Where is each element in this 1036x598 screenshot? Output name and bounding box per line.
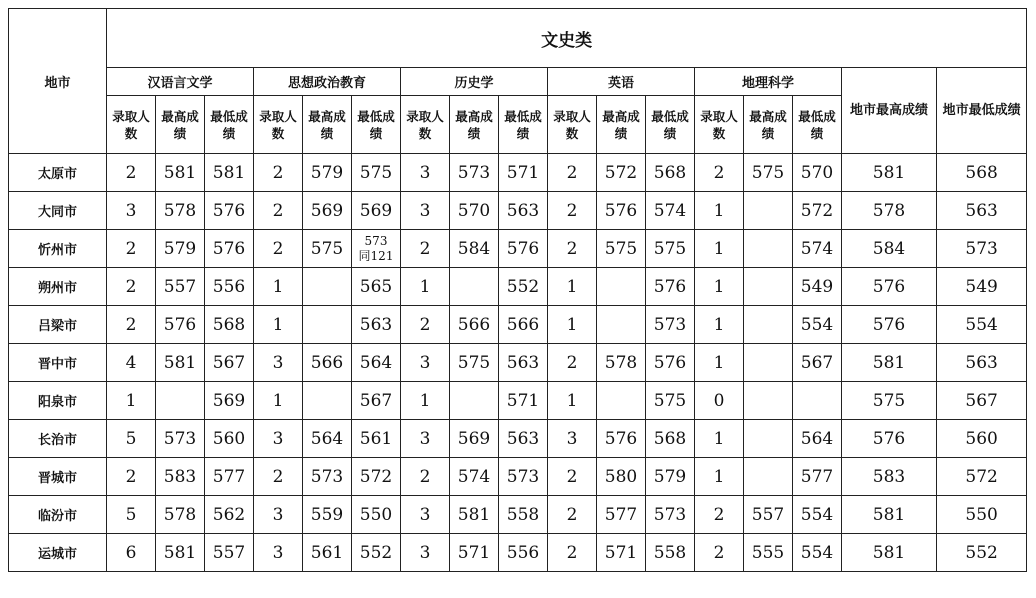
table-cell: [597, 306, 646, 344]
table-cell: 1: [695, 306, 744, 344]
table-cell: 3: [401, 534, 450, 572]
table-cell: 578: [156, 496, 205, 534]
table-cell: 571: [597, 534, 646, 572]
table-cell: 550: [937, 496, 1027, 534]
table-cell: [744, 268, 793, 306]
table-cell: [303, 382, 352, 420]
table-cell: [744, 306, 793, 344]
table-cell: 3: [107, 192, 156, 230]
table-cell: 581: [842, 534, 937, 572]
table-cell: 576: [646, 268, 695, 306]
table-cell: 568: [646, 420, 695, 458]
table-cell: 577: [205, 458, 254, 496]
admission-score-table: [8, 8, 1027, 572]
table-cell: 559: [303, 496, 352, 534]
table-cell: 1: [548, 382, 597, 420]
table-cell: 584: [450, 230, 499, 268]
sub-header-high: 最高成绩: [597, 96, 646, 154]
table-cell: 554: [793, 534, 842, 572]
table-cell: 577: [793, 458, 842, 496]
table-cell: 583: [156, 458, 205, 496]
table-cell: 561: [352, 420, 401, 458]
table-cell: [744, 420, 793, 458]
table-cell: 552: [352, 534, 401, 572]
table-cell: [597, 268, 646, 306]
table-cell: 563: [499, 344, 548, 382]
table-cell: 576: [842, 420, 937, 458]
table-cell: 3: [401, 192, 450, 230]
table-cell: 571: [450, 534, 499, 572]
table-cell: 3: [401, 496, 450, 534]
table-cell: 2: [548, 458, 597, 496]
table-cell: 557: [205, 534, 254, 572]
table-cell: 3: [254, 344, 303, 382]
category-header: 文史类: [107, 9, 1027, 68]
table-row: [9, 382, 1027, 420]
table-cell: 556: [205, 268, 254, 306]
table-cell: 557: [156, 268, 205, 306]
table-cell: 579: [156, 230, 205, 268]
table-body: [9, 154, 1027, 572]
table-cell: 2: [548, 534, 597, 572]
table-cell: 575: [352, 154, 401, 192]
sub-header-low: 最低成绩: [205, 96, 254, 154]
table-cell: 1: [695, 458, 744, 496]
table-cell: 579: [303, 154, 352, 192]
sub-header-count: 录取人数: [254, 96, 303, 154]
table-cell: [303, 268, 352, 306]
table-cell: 569: [303, 192, 352, 230]
table-cell: 576: [156, 306, 205, 344]
table-cell: 555: [744, 534, 793, 572]
table-row: [9, 192, 1027, 230]
subject-header: 汉语言文学: [107, 68, 254, 96]
sub-header-low: 最低成绩: [499, 96, 548, 154]
table-cell: [744, 192, 793, 230]
table-cell: [156, 382, 205, 420]
table-cell: 5: [107, 496, 156, 534]
table-cell: 550: [352, 496, 401, 534]
table-cell: 567: [205, 344, 254, 382]
table-cell: 569: [352, 192, 401, 230]
table-cell: 1: [548, 268, 597, 306]
table-cell: 581: [156, 534, 205, 572]
table-cell: [744, 230, 793, 268]
table-cell: 561: [303, 534, 352, 572]
table-cell: 2: [254, 230, 303, 268]
city-name: 吕梁市: [9, 306, 107, 344]
table-cell: 571: [499, 382, 548, 420]
table-cell: 581: [450, 496, 499, 534]
table-cell: 583: [842, 458, 937, 496]
table-cell: 564: [793, 420, 842, 458]
table-cell: [793, 382, 842, 420]
table-row: [9, 534, 1027, 572]
table-cell: 576: [842, 268, 937, 306]
table-cell: 560: [205, 420, 254, 458]
table-cell: 3: [254, 534, 303, 572]
table-cell: 576: [646, 344, 695, 382]
city-lowest-header: 地市最低成绩: [937, 68, 1027, 154]
city-name: 太原市: [9, 154, 107, 192]
city-name: 临汾市: [9, 496, 107, 534]
table-cell: 581: [842, 344, 937, 382]
table-cell: 572: [793, 192, 842, 230]
table-cell: 2: [107, 458, 156, 496]
table-cell: 575: [450, 344, 499, 382]
table-cell: 575: [646, 230, 695, 268]
city-name: 晋中市: [9, 344, 107, 382]
table-cell: 0: [695, 382, 744, 420]
table-cell: 3: [548, 420, 597, 458]
table-cell: 2: [695, 154, 744, 192]
sub-header-high: 最高成绩: [450, 96, 499, 154]
table-row: [9, 420, 1027, 458]
table-cell: 570: [793, 154, 842, 192]
table-cell: 549: [937, 268, 1027, 306]
table-cell: 2: [107, 268, 156, 306]
table-cell: 576: [597, 420, 646, 458]
city-name: 朔州市: [9, 268, 107, 306]
table-cell: 2: [401, 458, 450, 496]
sub-header-high: 最高成绩: [156, 96, 205, 154]
table-cell: 573: [303, 458, 352, 496]
subject-header: 地理科学: [695, 68, 842, 96]
score-table-container: [8, 8, 1027, 572]
table-cell: 572: [937, 458, 1027, 496]
table-cell: 573: [450, 154, 499, 192]
table-cell: 2: [107, 306, 156, 344]
table-cell: 581: [156, 154, 205, 192]
table-cell: 4: [107, 344, 156, 382]
table-cell: 580: [597, 458, 646, 496]
subject-header: 思想政治教育: [254, 68, 401, 96]
table-cell: 576: [597, 192, 646, 230]
table-cell: 554: [937, 306, 1027, 344]
table-row: [9, 230, 1027, 268]
table-cell: 566: [499, 306, 548, 344]
table-cell: 556: [499, 534, 548, 572]
table-cell: 562: [205, 496, 254, 534]
table-cell: 573: [499, 458, 548, 496]
city-name: 大同市: [9, 192, 107, 230]
table-cell: 579: [646, 458, 695, 496]
table-cell: 552: [499, 268, 548, 306]
table-cell: 572: [597, 154, 646, 192]
table-cell: 573: [646, 496, 695, 534]
table-cell: 3: [254, 420, 303, 458]
table-cell: 3: [401, 344, 450, 382]
table-cell: 573: [156, 420, 205, 458]
table-cell: 549: [793, 268, 842, 306]
table-cell: [303, 306, 352, 344]
table-cell: 3: [401, 154, 450, 192]
table-cell: 566: [303, 344, 352, 382]
table-cell: 5: [107, 420, 156, 458]
table-cell: [744, 458, 793, 496]
table-cell: 2: [401, 230, 450, 268]
table-cell: 566: [450, 306, 499, 344]
table-cell: 576: [205, 230, 254, 268]
table-cell: [450, 382, 499, 420]
table-cell: 581: [156, 344, 205, 382]
table-cell: 567: [793, 344, 842, 382]
table-row: [9, 344, 1027, 382]
table-cell: 581: [842, 154, 937, 192]
city-name: 晋城市: [9, 458, 107, 496]
table-cell: 6: [107, 534, 156, 572]
table-cell: 2: [548, 230, 597, 268]
table-cell: 1: [254, 306, 303, 344]
table-cell: 563: [352, 306, 401, 344]
table-cell: 564: [352, 344, 401, 382]
table-cell: 2: [548, 192, 597, 230]
table-cell: 2: [254, 154, 303, 192]
sub-header-count: 录取人数: [107, 96, 156, 154]
subject-header: 英语: [548, 68, 695, 96]
table-cell: 2: [401, 306, 450, 344]
table-cell: 574: [450, 458, 499, 496]
table-cell: 1: [401, 382, 450, 420]
table-cell: 575: [842, 382, 937, 420]
table-cell: 1: [695, 192, 744, 230]
table-row: [9, 496, 1027, 534]
table-cell: 1: [695, 230, 744, 268]
table-cell: 2: [254, 458, 303, 496]
city-name: 阳泉市: [9, 382, 107, 420]
table-cell: 557: [744, 496, 793, 534]
table-cell: [744, 344, 793, 382]
table-cell: 573 同121: [352, 230, 401, 268]
table-cell: 567: [352, 382, 401, 420]
table-cell: 568: [205, 306, 254, 344]
table-cell: 1: [254, 268, 303, 306]
table-cell: 554: [793, 496, 842, 534]
table-cell: 569: [450, 420, 499, 458]
table-cell: 2: [548, 154, 597, 192]
table-cell: 568: [937, 154, 1027, 192]
table-cell: 581: [205, 154, 254, 192]
table-cell: 2: [695, 534, 744, 572]
table-cell: 578: [156, 192, 205, 230]
table-cell: 1: [695, 268, 744, 306]
sub-header-count: 录取人数: [548, 96, 597, 154]
table-cell: 581: [842, 496, 937, 534]
table-cell: 2: [548, 496, 597, 534]
table-cell: 563: [499, 192, 548, 230]
sub-header-count: 录取人数: [695, 96, 744, 154]
table-row: [9, 306, 1027, 344]
table-cell: 3: [401, 420, 450, 458]
table-cell: 1: [695, 344, 744, 382]
subject-header: 历史学: [401, 68, 548, 96]
table-cell: 575: [303, 230, 352, 268]
table-cell: [597, 382, 646, 420]
sub-header-count: 录取人数: [401, 96, 450, 154]
sub-header-low: 最低成绩: [352, 96, 401, 154]
table-cell: 574: [646, 192, 695, 230]
table-cell: 1: [695, 420, 744, 458]
table-cell: 575: [744, 154, 793, 192]
table-cell: 563: [937, 344, 1027, 382]
table-cell: 576: [842, 306, 937, 344]
sub-header-high: 最高成绩: [303, 96, 352, 154]
table-cell: [450, 268, 499, 306]
table-cell: 552: [937, 534, 1027, 572]
table-row: [9, 458, 1027, 496]
table-cell: 3: [254, 496, 303, 534]
table-cell: 575: [597, 230, 646, 268]
table-cell: 578: [842, 192, 937, 230]
table-cell: 558: [646, 534, 695, 572]
table-cell: 571: [499, 154, 548, 192]
table-cell: 567: [937, 382, 1027, 420]
table-cell: 563: [499, 420, 548, 458]
sub-header-low: 最低成绩: [793, 96, 842, 154]
table-cell: 576: [205, 192, 254, 230]
city-name: 忻州市: [9, 230, 107, 268]
table-cell: 564: [303, 420, 352, 458]
table-cell: [744, 382, 793, 420]
table-cell: 2: [695, 496, 744, 534]
table-cell: 570: [450, 192, 499, 230]
table-cell: 577: [597, 496, 646, 534]
table-cell: 560: [937, 420, 1027, 458]
sub-header-high: 最高成绩: [744, 96, 793, 154]
table-row: [9, 268, 1027, 306]
table-cell: 569: [205, 382, 254, 420]
table-cell: 574: [793, 230, 842, 268]
table-cell: 1: [107, 382, 156, 420]
table-cell: 575: [646, 382, 695, 420]
table-cell: 2: [107, 154, 156, 192]
table-cell: 2: [548, 344, 597, 382]
table-cell: 578: [597, 344, 646, 382]
city-name: 长治市: [9, 420, 107, 458]
table-cell: 1: [401, 268, 450, 306]
table-cell: 554: [793, 306, 842, 344]
table-cell: 568: [646, 154, 695, 192]
table-cell: 573: [646, 306, 695, 344]
table-cell: 558: [499, 496, 548, 534]
table-cell: 2: [107, 230, 156, 268]
table-cell: 1: [548, 306, 597, 344]
table-cell: 2: [254, 192, 303, 230]
table-cell: 576: [499, 230, 548, 268]
table-cell: 573: [937, 230, 1027, 268]
region-header: 地市: [9, 9, 107, 154]
table-cell: 1: [254, 382, 303, 420]
sub-header-low: 最低成绩: [646, 96, 695, 154]
city-highest-header: 地市最高成绩: [842, 68, 937, 154]
table-cell: 565: [352, 268, 401, 306]
city-name: 运城市: [9, 534, 107, 572]
table-row: [9, 154, 1027, 192]
table-cell: 584: [842, 230, 937, 268]
table-cell: 572: [352, 458, 401, 496]
table-cell: 563: [937, 192, 1027, 230]
